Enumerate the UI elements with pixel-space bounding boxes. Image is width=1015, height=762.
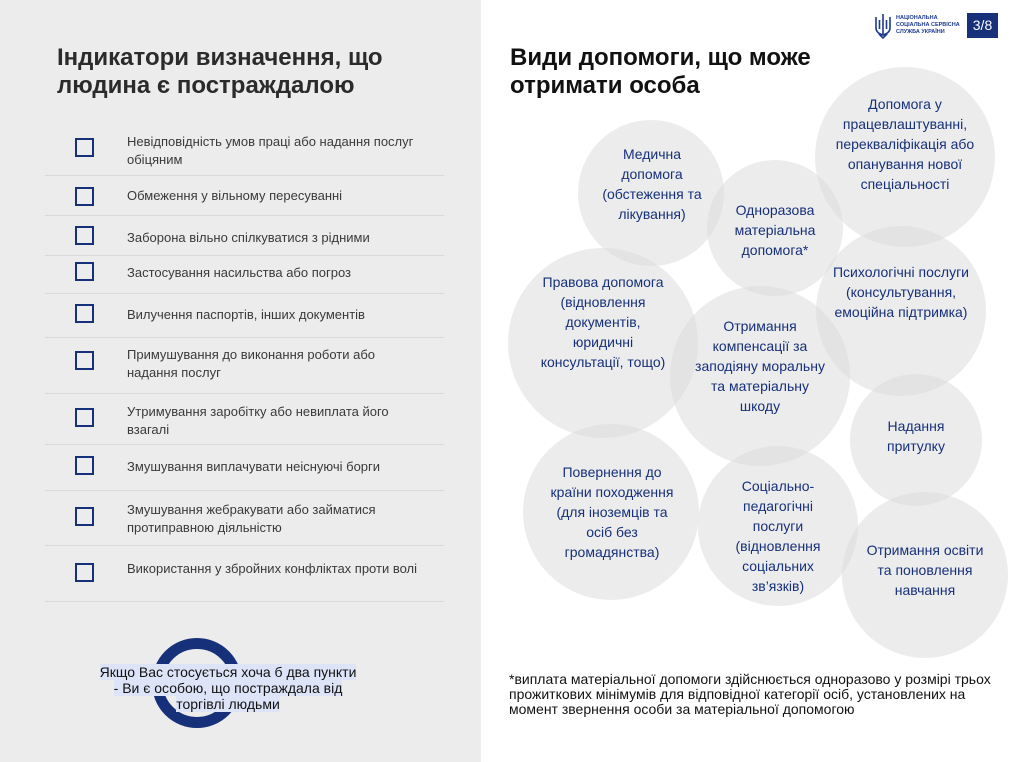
list-item <box>45 338 444 394</box>
list-item <box>45 491 444 546</box>
checkbox-icon[interactable] <box>75 138 94 157</box>
indicator-text: Застосування насильства або погроз <box>127 265 352 280</box>
help-employment: Допомога у працевлаштуванні, перекваліфікація або опанування нової спеціальності <box>835 96 975 192</box>
indicator-text: Змушування жебракувати або займатися протиправною діяльністю <box>127 502 376 535</box>
indicator-text: Примушування до виконання роботи або надання послуг <box>127 347 376 380</box>
list-item <box>45 294 444 338</box>
checkbox-icon[interactable] <box>75 456 94 475</box>
indicator-text: Вилучення паспортів, інших документів <box>127 307 365 322</box>
indicator-text: Використання у збройних конфліктах проти волі <box>127 561 418 576</box>
help-one-time-aid: Одноразова матеріальна допомога* <box>734 202 816 258</box>
page-indicator: 3/8 <box>967 13 998 38</box>
help-return: Повернення до країни походження (для іноземців та осіб без громадянства) <box>550 464 674 560</box>
list-item <box>45 120 444 176</box>
help-compensation: Отримання компенсації за заподіяну моральну та матеріальну шкоду <box>695 318 825 414</box>
checkbox-icon[interactable] <box>75 563 94 582</box>
list-item <box>45 546 444 602</box>
help-psychological: Психологічні послуги (консультування, емоційна підтримка) <box>832 264 970 320</box>
checkbox-icon[interactable] <box>75 304 94 323</box>
indicator-text: Обмеження у вільному пересуванні <box>127 188 343 203</box>
logo-text: НАЦІОНАЛЬНА СОЦІАЛЬНА СЕРВІСНА СЛУЖБА УКРАЇНИ <box>896 15 960 35</box>
help-social-pedagogical: Соціально-педагогічні послуги (відновлення соціальних зв’язків) <box>735 478 821 594</box>
indicator-text: Змушування виплачувати неіснуючі борги <box>127 459 381 474</box>
notice-highlight: Якщо Вас стосується хоча б два пункти - Ви є особою, що постраждала від торгівлі людьми <box>99 664 357 712</box>
checkbox-icon[interactable] <box>75 262 94 281</box>
help-title: Види допомоги, що може отримати особа <box>510 44 811 99</box>
help-legal: Правова допомога (відновлення документів, юридичні консультації, тощо) <box>540 274 666 370</box>
list-item <box>45 394 444 445</box>
checkbox-icon[interactable] <box>75 187 94 206</box>
footnote: *виплата матеріальної допомоги здійснюється одноразово у розмірі трьох прожиткових мінімумів для відповідної категорії осіб, установлених на момент звернення особи за матеріальної допомогою <box>509 671 991 717</box>
indicator-text: Заборона вільно спілкуватися з рідними <box>127 230 370 245</box>
checkbox-icon[interactable] <box>75 507 94 526</box>
list-item <box>45 256 444 294</box>
indicators-title: Індикатори визначення, що людина є постраждалою <box>57 44 383 99</box>
checkbox-icon[interactable] <box>75 226 94 245</box>
help-education: Отримання освіти та поновлення навчання <box>866 542 984 598</box>
indicator-text: Невідповідність умов праці або надання послуг обіцяним <box>127 134 414 167</box>
indicators-list <box>45 120 444 602</box>
list-item <box>45 445 444 491</box>
notice-text <box>97 664 359 712</box>
list-item <box>45 176 444 216</box>
list-item <box>45 216 444 256</box>
checkbox-icon[interactable] <box>75 408 94 427</box>
checkbox-icon[interactable] <box>75 351 94 370</box>
help-medical: Медична допомога (обстеження та лікування) <box>602 146 702 222</box>
ministry-logo <box>873 13 963 39</box>
help-shelter: Надання притулку <box>887 418 945 454</box>
trident-icon <box>873 13 893 39</box>
indicator-text: Утримування заробітку або невиплата його взагалі <box>127 404 389 437</box>
